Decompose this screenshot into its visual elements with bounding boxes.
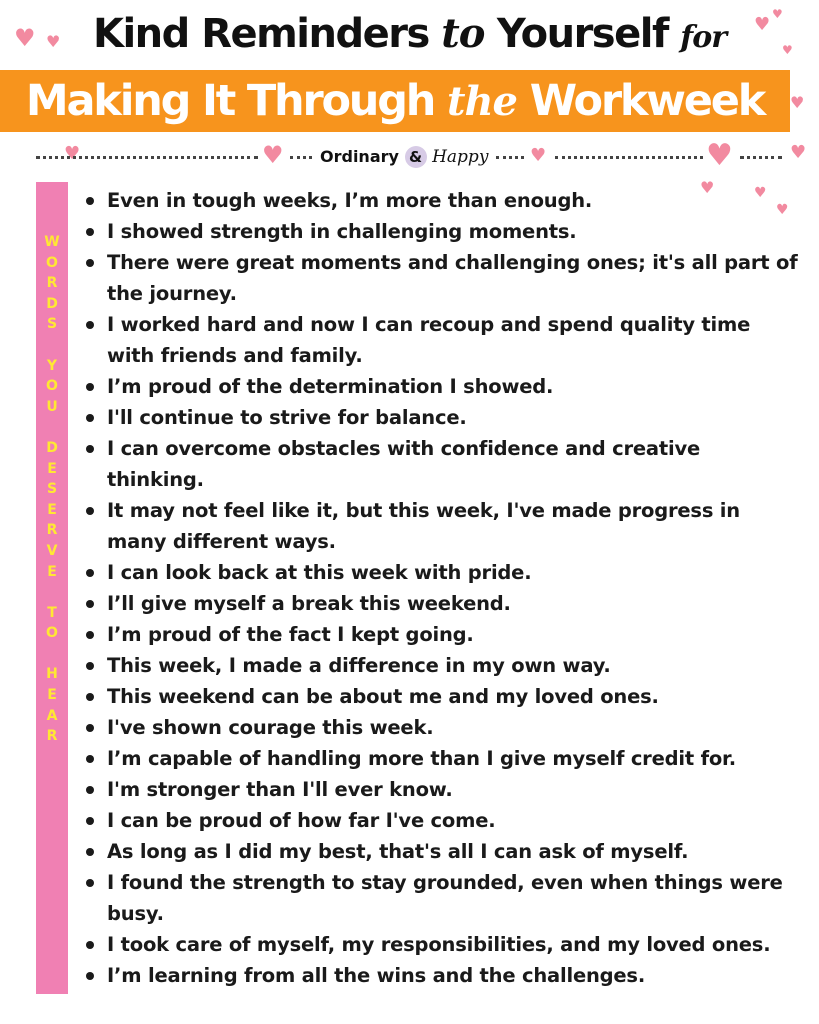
reminder-list	[82, 185, 802, 991]
brand-ordinary: Ordinary	[320, 147, 399, 166]
list-item: It may not feel like it, but this week, I've made progress in many different ways.	[82, 495, 802, 557]
sidebar-letter: D	[46, 295, 58, 312]
dotted-divider	[740, 156, 782, 161]
heart-icon: ♥	[754, 14, 771, 35]
list-item: I showed strength in challenging moments.	[82, 216, 802, 247]
sidebar-letter: V	[46, 542, 58, 559]
sidebar-letter: A	[46, 707, 58, 724]
list-item: I'll continue to strive for balance.	[82, 402, 802, 433]
heart-icon: ♥	[754, 185, 767, 201]
subtitle-part: Workweek	[529, 76, 765, 126]
heart-icon: ♥	[530, 145, 547, 166]
list-item: This week, I made a difference in my own way.	[82, 650, 802, 681]
title-part: Yourself	[496, 11, 668, 57]
list-item: I’m learning from all the wins and the challenges.	[82, 960, 802, 991]
dotted-divider	[290, 156, 312, 161]
title-script-word: to	[441, 10, 485, 57]
list-item: I can look back at this week with pride.	[82, 557, 802, 588]
subtitle-part: Making It Through	[25, 76, 435, 126]
sidebar-letter: O	[46, 625, 58, 642]
heart-icon: ♥	[706, 138, 733, 173]
sidebar-letter: S	[46, 316, 58, 333]
list-item: I'm stronger than I'll ever know.	[82, 774, 802, 805]
sidebar-letter: W	[44, 234, 60, 250]
list-item: I can be proud of how far I've come.	[82, 805, 802, 836]
brand-happy: Happy	[432, 147, 489, 167]
list-item: I’ll give myself a break this weekend.	[82, 588, 802, 619]
heart-icon: ♥	[14, 24, 36, 52]
sidebar-letter: S	[46, 481, 58, 498]
sidebar-letter: R	[46, 522, 58, 539]
heart-icon: ♥	[262, 141, 284, 169]
sidebar-letter: E	[47, 501, 57, 518]
list-item: I’m proud of the determination I showed.	[82, 371, 802, 402]
sidebar-letter: R	[46, 728, 58, 745]
heart-icon: ♥	[776, 202, 789, 218]
list-item: There were great moments and challenging ones; it's all part of the journey.	[82, 247, 802, 309]
title-part: Kind Reminders	[92, 11, 429, 57]
brand-logo	[320, 146, 488, 168]
list-item: I’m proud of the fact I kept going.	[82, 619, 802, 650]
page-subtitle	[0, 72, 790, 131]
title-script-word: for	[680, 20, 727, 55]
sidebar-letter: E	[47, 687, 57, 704]
heart-icon: ♥	[782, 43, 793, 57]
list-item: I found the strength to stay grounded, even when things were busy.	[82, 867, 802, 929]
brand-ampersand: &	[405, 146, 427, 168]
dotted-divider	[36, 156, 258, 161]
heart-icon: ♥	[46, 32, 61, 51]
list-item: I took care of myself, my responsibilities, and my loved ones.	[82, 929, 802, 960]
sidebar-letter: H	[46, 666, 58, 683]
sidebar-vertical-text	[36, 232, 68, 747]
list-item: I can overcome obstacles with confidence and creative thinking.	[82, 433, 802, 495]
list-item: This weekend can be about me and my loved ones.	[82, 681, 802, 712]
dotted-divider	[555, 156, 703, 161]
dotted-divider	[496, 156, 524, 161]
sidebar-letter: R	[46, 275, 58, 292]
page-title	[0, 7, 819, 57]
sidebar-letter: O	[46, 378, 58, 395]
subtitle-script-word: the	[447, 78, 518, 125]
sidebar-letter: E	[47, 563, 57, 580]
sidebar-letter: E	[47, 460, 57, 477]
list-item: Even in tough weeks, I’m more than enough.	[82, 185, 802, 216]
heart-icon: ♥	[790, 93, 805, 112]
sidebar-letter: O	[46, 254, 58, 271]
list-item: I’m capable of handling more than I give myself credit for.	[82, 743, 802, 774]
heart-icon: ♥	[772, 7, 783, 21]
list-item: As long as I did my best, that's all I can ask of myself.	[82, 836, 802, 867]
list-item: I worked hard and now I can recoup and spend quality time with friends and family.	[82, 309, 802, 371]
sidebar-letter: D	[46, 439, 58, 456]
heart-icon: ♥	[700, 178, 715, 197]
list-item: I've shown courage this week.	[82, 712, 802, 743]
sidebar-letter: Y	[46, 357, 58, 374]
heart-icon: ♥	[64, 143, 81, 164]
sidebar-letter: U	[46, 398, 58, 415]
heart-icon: ♥	[790, 142, 807, 163]
sidebar-letter: T	[47, 604, 57, 621]
